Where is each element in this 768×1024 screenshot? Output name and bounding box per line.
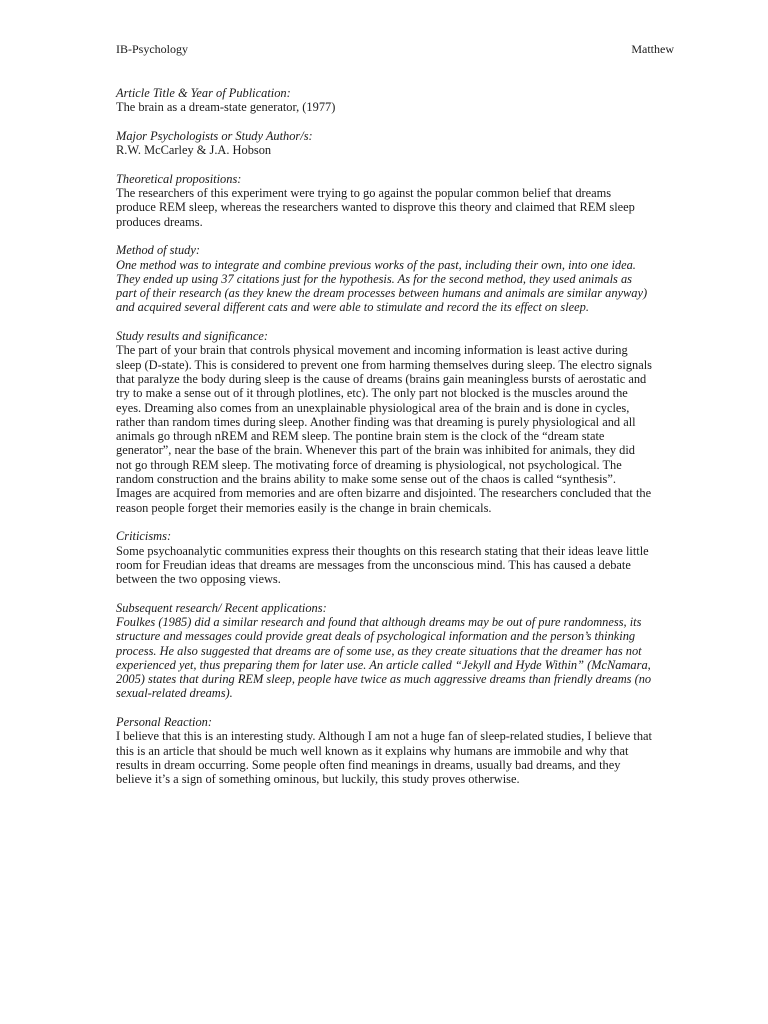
section-method-of-study — [116, 243, 652, 314]
section-label: Theoretical propositions: — [116, 171, 242, 186]
section-text: Foulkes (1985) did a similar research and found that although dreams may be out of pure randomness, its structure and messages could provide great deals of psychological information and the person’s thinking process. He also suggested that dreams are of some use, as they create situations that the dreamer has not experienced yet, thus preparing them for later use. An article called “Jekyll and Hyde Within” (McNamara, 2005) states that during REM sleep, people have twice as much aggressive dreams than friendly dreams (no sexual-related dreams). — [116, 614, 652, 701]
course-name: IB-Psychology — [116, 42, 188, 56]
section-title-year — [116, 86, 652, 115]
section-text: The researchers of this experiment were trying to go against the popular common belief that dreams produce REM sleep, whereas the researchers wanted to disprove this theory and claimed that REM sleep produces dreams. — [116, 186, 635, 229]
section-text: One method was to integrate and combine previous works of the past, including their own, into one idea. They ended up using 37 citations just for the hypothesis. As for the second method, they used animals as part of their research (as they knew the dream processes between humans and animals are similar anyway) and acquired several different cats and were able to stimulate and record the its effect on sleep. — [116, 257, 648, 315]
section-theoretical-propositions — [116, 172, 652, 229]
section-label: Article Title & Year of Publication: — [116, 86, 291, 100]
document-body — [116, 86, 652, 801]
section-criticisms — [116, 529, 652, 586]
section-text: R.W. McCarley & J.A. Hobson — [116, 143, 272, 158]
section-study-results — [116, 329, 652, 515]
section-label: Criticisms: — [116, 529, 172, 544]
section-label: Method of study: — [116, 243, 200, 258]
section-subsequent-research — [116, 601, 652, 701]
section-label: Personal Reaction: — [116, 715, 213, 730]
section-text: The brain as a dream-state generator, (1977) — [116, 100, 336, 115]
section-label: Subsequent research/ Recent applications: — [116, 600, 327, 615]
section-text: I believe that this is an interesting study. Although I am not a huge fan of sleep-related studies, I believe that this is an article that should be much well known as it explains why humans are immobile and why that results in dream occurring. Some people often find meanings in dreams, usually bad dreams, and they believe it’s a sign of something ominous, but luckily, this study proves otherwise. — [116, 729, 652, 787]
section-text: Some psychoanalytic communities express their thoughts on this research stating that their ideas leave little room for Freudian ideas that dreams are messages from the unconscious mind. This has caused a debate between the two opposing views. — [116, 543, 649, 587]
section-authors — [116, 129, 652, 158]
section-text: The part of your brain that controls physical movement and incoming information is least active during sleep (D-state). This is considered to prevent one from harming themselves during sleep. The electro signals that paralyze the body during sleep is the cause of dreams (brains gain meaningless bursts of aerostatic and try to make a sense out of it through plotlines, etc). The only part not blocked is the muscles around the eyes. Dreaming also comes from an unexplainable physiological area of the brain and is done in cycles, rather than random times during sleep. Another finding was that dreaming is purely physiological and all animals go through nREM and REM sleep. The pontine brain stem is the clock of the “dream state generator”, near the base of the brain. Whenever this part of the brain was inhibited for animals, they did not go through REM sleep. The motivating force of dreaming is physiological, not psychological. The random construction and the brains ability to make some sense out of the chaos is called “synthesis”. Images are acquired from memories and are often bizarre and disjointed. The researchers concluded that the reason people forget their memories easily is the change in brain chemicals. — [116, 343, 652, 515]
author-name: Matthew — [631, 42, 674, 56]
section-label: Major Psychologists or Study Author/s: — [116, 128, 313, 143]
section-personal-reaction — [116, 715, 652, 786]
section-label: Study results and significance: — [116, 329, 268, 344]
